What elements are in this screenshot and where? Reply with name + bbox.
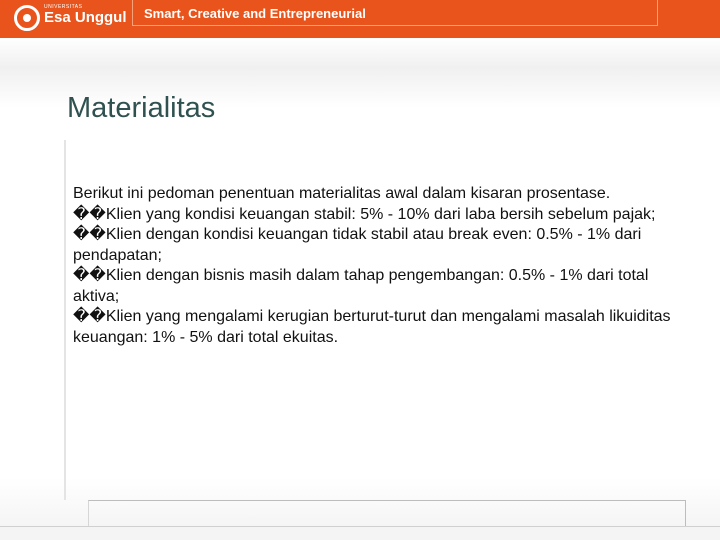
header-bar	[0, 0, 720, 38]
list-item: ��Klien dengan bisnis masih dalam tahap pengembangan: 0.5% - 1% dari total aktiva;	[73, 267, 649, 305]
university-logo-text: Esa Unggul	[44, 9, 127, 26]
footer-strip	[0, 526, 720, 540]
logo-subtitle: UNIVERSITAS	[44, 4, 83, 10]
list-item: ��Klien dengan kondisi keuangan tidak stabil atau break even: 0.5% - 1% dari pendapatan;	[73, 226, 642, 264]
footer-frame	[88, 500, 686, 526]
list-item: ��Klien yang mengalami kerugian berturut-turut dan mengalami masalah likuiditas keuangan: 1% - 5% dari total ekuitas.	[73, 308, 671, 346]
slide-content	[73, 184, 673, 348]
left-divider	[64, 140, 66, 500]
tagline: Smart, Creative and Entrepreneurial	[144, 6, 366, 21]
list-item: ��Klien yang kondisi keuangan stabil: 5% - 10% dari laba bersih sebelum pajak;	[73, 205, 656, 223]
intro-paragraph: Berikut ini pedoman penentuan materialitas awal dalam kisaran prosentase.	[73, 185, 611, 202]
slide-title: Materialitas	[67, 92, 216, 124]
university-logo-icon	[14, 5, 40, 31]
